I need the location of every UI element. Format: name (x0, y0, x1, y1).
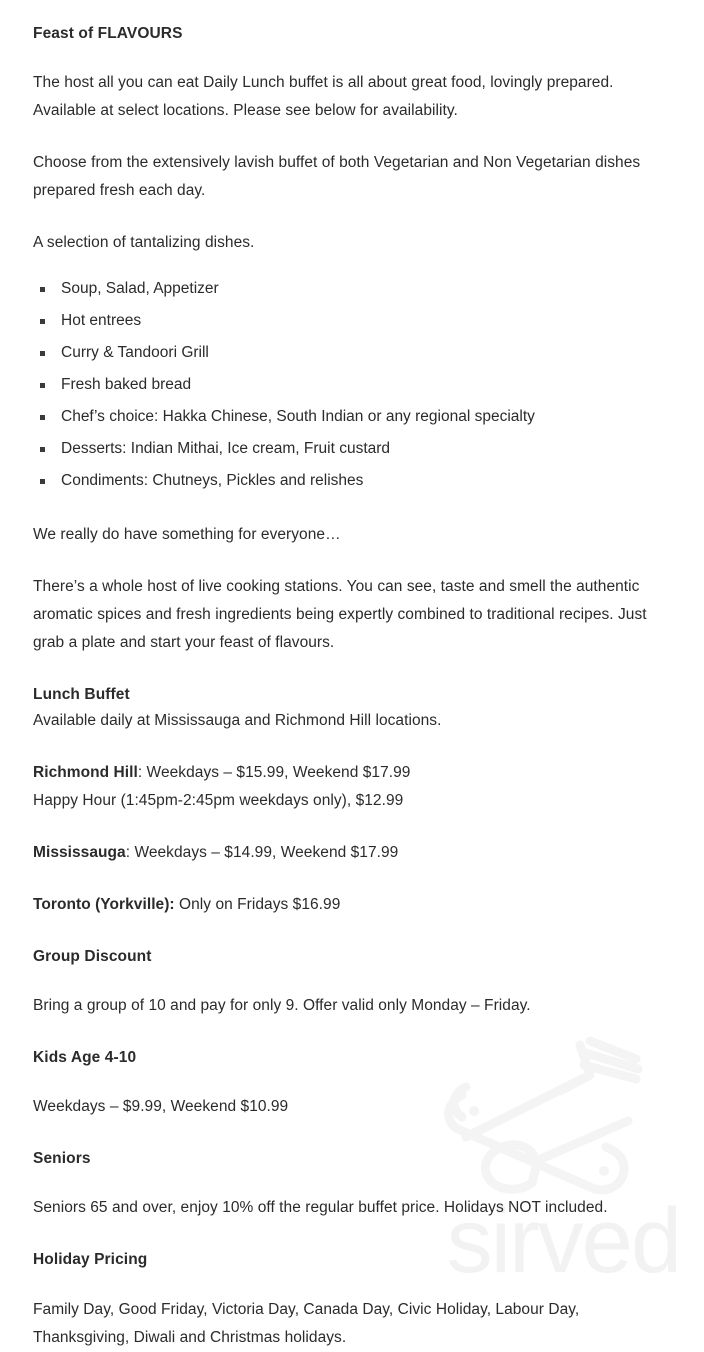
seniors-heading: Seniors (33, 1150, 91, 1167)
bullet-square-icon (40, 383, 45, 388)
location-pricing: Only on Fridays $16.99 (174, 895, 341, 913)
location-richmond-hill (33, 759, 671, 787)
bullet-square-icon (40, 447, 45, 452)
group-discount-body: Bring a group of 10 and pay for only 9. Offer valid only Monday – Friday. (33, 996, 531, 1014)
page-title: Feast of FLAVOURS (33, 25, 183, 42)
closing-paragraph-1: We really do have something for everyone… (33, 526, 341, 544)
bullet-square-icon (40, 415, 45, 420)
location-toronto-yorkville (33, 891, 671, 919)
list-item (33, 273, 671, 305)
intro-paragraph-2: Choose from the extensively lavish buffet of both Vegetarian and Non Vegetarian dishes prepared fresh each day. (33, 154, 641, 200)
bullet-square-icon (40, 287, 45, 292)
bullet-square-icon (40, 351, 45, 356)
seniors-body: Seniors 65 and over, enjoy 10% off the regular buffet price. Holidays NOT included. (33, 1199, 608, 1217)
list-item-label: Desserts: Indian Mithai, Ice cream, Fruit custard (61, 440, 391, 458)
list-item (33, 465, 671, 497)
location-name: Toronto (Yorkville): (33, 895, 175, 913)
intro-paragraph-3: A selection of tantalizing dishes. (33, 234, 255, 252)
list-item-label: Fresh baked bread (61, 376, 192, 394)
group-discount-heading: Group Discount (33, 947, 152, 965)
kids-heading: Kids Age 4-10 (33, 1048, 137, 1066)
location-name: Richmond Hill (33, 763, 138, 781)
list-item-label: Curry & Tandoori Grill (61, 344, 209, 362)
list-item (33, 433, 671, 465)
lunch-buffet-heading: Lunch Buffet (33, 686, 130, 704)
bullet-square-icon (40, 319, 45, 324)
location-richmond-hill-happy-hour: Happy Hour (1:45pm-2:45pm weekdays only), $12.99 (33, 791, 404, 809)
location-pricing: : Weekdays – $14.99, Weekend $17.99 (125, 843, 399, 861)
list-item-label: Condiments: Chutneys, Pickles and relishes (61, 472, 364, 490)
closing-paragraph-2: There’s a whole host of live cooking stations. You can see, taste and smell the authentic aromatic spices and fresh ingredients being expertly combined to traditional recipes. Just grab a plate and start your feast of flavours. (33, 578, 647, 652)
bullet-square-icon (40, 479, 45, 484)
holiday-pricing-body: Family Day, Good Friday, Victoria Day, Canada Day, Civic Holiday, Labour Day, Thanksgiving, Diwali and Christmas holidays. (33, 1300, 580, 1346)
list-item-label: Soup, Salad, Appetizer (61, 280, 219, 298)
list-item-label: Chef’s choice: Hakka Chinese, South Indian or any regional specialty (61, 408, 535, 426)
list-item-label: Hot entrees (61, 312, 142, 330)
lunch-buffet-availability: Available daily at Mississauga and Richmond Hill locations. (33, 711, 442, 729)
kids-body: Weekdays – $9.99, Weekend $10.99 (33, 1098, 289, 1115)
list-item (33, 305, 671, 337)
list-item (33, 401, 671, 433)
location-name: Mississauga (33, 843, 126, 861)
list-item (33, 369, 671, 401)
location-mississauga (33, 839, 671, 867)
location-pricing: : Weekdays – $15.99, Weekend $17.99 (137, 763, 411, 781)
intro-paragraph-1: The host all you can eat Daily Lunch buffet is all about great food, lovingly prepared. Available at select locations. Please see below for availability. (33, 74, 614, 120)
sirved-wordmark: sirved (446, 1190, 680, 1292)
list-item (33, 337, 671, 369)
holiday-pricing-heading: Holiday Pricing (33, 1251, 148, 1269)
dishes-list (33, 273, 671, 497)
